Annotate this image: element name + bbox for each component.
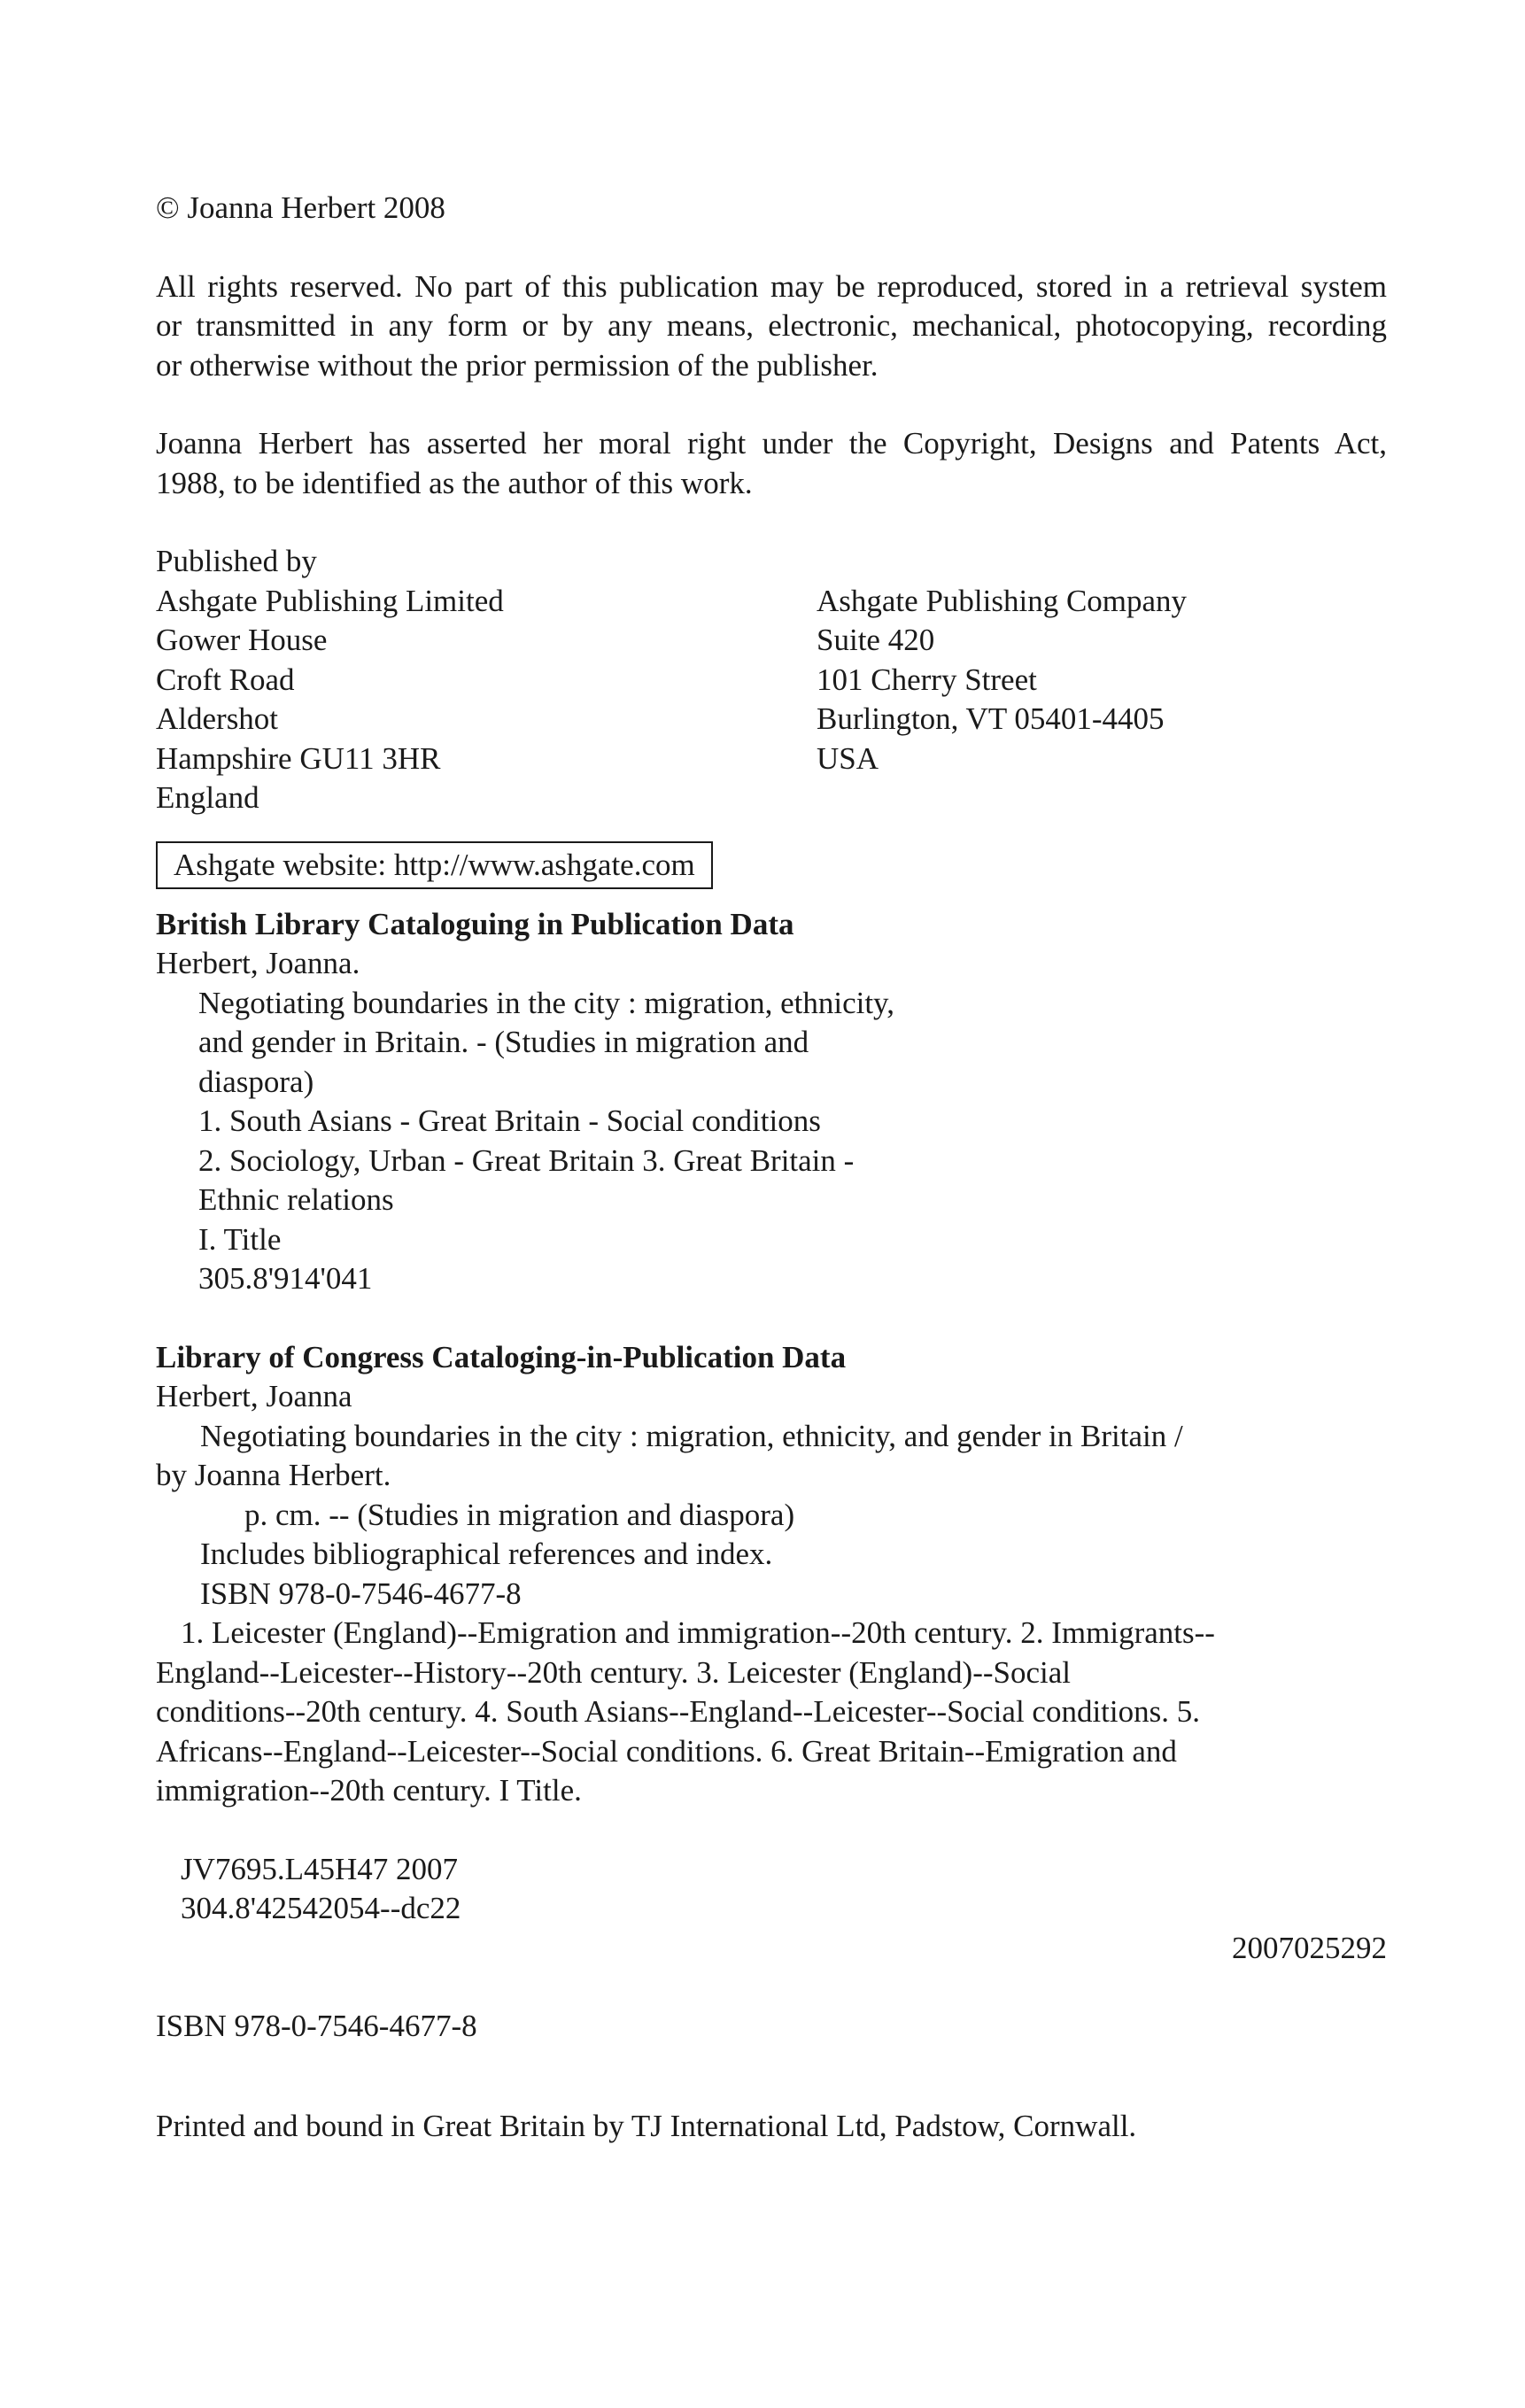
bl-cip-line: I. Title — [198, 1221, 282, 1257]
loc-cip-pcm: p. cm. -- (Studies in migration and diaspora) — [244, 1497, 795, 1532]
moral-right-line: Joanna Herbert has asserted her moral right under the Copyright, Designs and Patents Act, — [156, 426, 1387, 461]
loc-cip-class-dewey: 304.8'42542054--dc22 — [181, 1891, 461, 1925]
address-line: Burlington, VT 05401-4405 — [817, 701, 1165, 736]
address-line: USA — [817, 740, 879, 776]
address-line: Aldershot — [156, 701, 279, 736]
loc-cip-subject-line: conditions--20th century. 4. South Asians--England--Leicester--Social conditions. 5. — [156, 1694, 1200, 1729]
address-line: Gower House — [156, 623, 328, 657]
address-line: Croft Road — [156, 662, 295, 697]
rights-line: All rights reserved. No part of this publication may be reproduced, stored in a retrieval system — [156, 268, 1387, 304]
loc-cip-subject-line: 1. Leicester (England)--Emigration and immigration--20th century. 2. Immigrants-- — [181, 1615, 1215, 1650]
address-line: England — [156, 780, 259, 815]
loc-cip-heading: Library of Congress Cataloging-in-Publication Data — [156, 1339, 847, 1374]
bl-cip-line: and gender in Britain. - (Studies in migration and — [198, 1025, 809, 1059]
loc-cip-lccn: 2007025292 — [1232, 1930, 1387, 1965]
loc-cip-includes: Includes bibliographical references and index. — [200, 1537, 773, 1571]
loc-cip-author: Herbert, Joanna — [156, 1379, 352, 1413]
address-line: Suite 420 — [817, 623, 935, 657]
bl-cip-block — [156, 905, 1387, 1299]
address-line: Hampshire GU11 3HR — [156, 740, 441, 776]
bl-cip-line: 2. Sociology, Urban - Great Britain 3. Great Britain - — [198, 1142, 855, 1178]
published-by-label: Published by — [156, 544, 317, 578]
loc-cip-block — [156, 1338, 1387, 1969]
publisher-us-address — [817, 582, 1387, 818]
publisher-uk-address — [156, 582, 817, 818]
rights-statement — [156, 267, 1387, 386]
bl-cip-line: 1. South Asians - Great Britain - Social conditions — [198, 1103, 821, 1138]
bl-cip-line: Ethnic relations — [198, 1182, 394, 1217]
bl-cip-author: Herbert, Joanna. — [156, 946, 360, 980]
copyright-page — [156, 189, 1387, 2146]
rights-line: or otherwise without the prior permission of the publisher. — [156, 347, 879, 383]
loc-cip-isbn: ISBN 978-0-7546-4677-8 — [200, 1576, 522, 1611]
address-line: Ashgate Publishing Company — [817, 583, 1188, 618]
moral-right-line: 1988, to be identified as the author of this work. — [156, 465, 753, 500]
loc-cip-by: by Joanna Herbert. — [156, 1458, 391, 1492]
bl-cip-line: Negotiating boundaries in the city : migration, ethnicity, — [198, 985, 895, 1020]
address-line: Ashgate Publishing Limited — [156, 583, 504, 618]
loc-cip-subject-line: Africans--England--Leicester--Social conditions. 6. Great Britain--Emigration and — [156, 1733, 1177, 1769]
publisher-addresses — [156, 582, 1387, 818]
moral-right-statement — [156, 424, 1387, 503]
bl-cip-line: 305.8'914'041 — [198, 1261, 373, 1296]
rights-line: or transmitted in any form or by any means, electronic, mechanical, photocopying, recording — [156, 308, 1387, 343]
loc-cip-title: Negotiating boundaries in the city : migration, ethnicity, and gender in Britain / — [200, 1418, 1183, 1453]
loc-cip-subject-line: immigration--20th century. I Title. — [156, 1773, 582, 1808]
loc-cip-class-lc: JV7695.L45H47 2007 — [181, 1851, 459, 1886]
address-line: 101 Cherry Street — [817, 662, 1037, 697]
bl-cip-line: diaspora) — [198, 1064, 314, 1099]
isbn: ISBN 978-0-7546-4677-8 — [156, 2009, 477, 2043]
website-box: Ashgate website: http://www.ashgate.com — [156, 841, 713, 889]
copyright-notice: © Joanna Herbert 2008 — [156, 190, 445, 225]
loc-cip-subject-line: England--Leicester--History--20th century. 3. Leicester (England)--Social — [156, 1654, 1071, 1690]
bl-cip-heading: British Library Cataloguing in Publication Data — [156, 906, 794, 941]
printed-statement: Printed and bound in Great Britain by TJ International Ltd, Padstow, Cornwall. — [156, 2108, 1137, 2143]
